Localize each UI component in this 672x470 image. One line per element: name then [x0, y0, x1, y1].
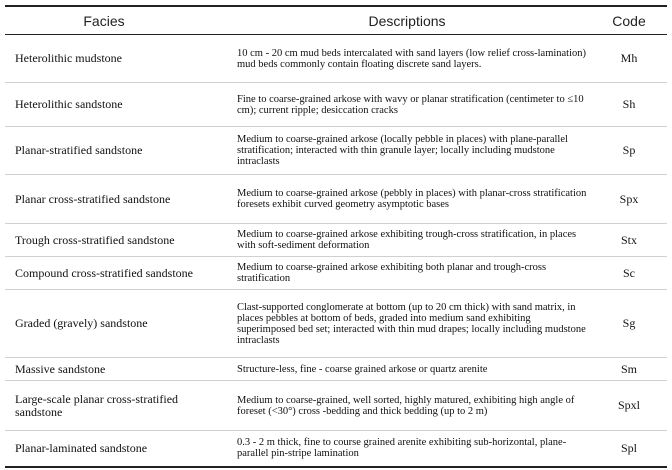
header-facies: Facies: [5, 6, 223, 35]
description-cell: Clast-supported conglomerate at bottom (up to 20 cm thick) with sand matrix, in places pebbles at bottom of beds, graded into medium sand exhibiting superimposed bed set; interacted with thin mud drapes; locally including mudstone intraclasts: [223, 290, 591, 358]
facies-cell: Planar-stratified sandstone: [5, 127, 223, 175]
code-cell: Spx: [591, 175, 667, 224]
facies-cell: Massive sandstone: [5, 358, 223, 381]
code-cell: Spl: [591, 431, 667, 467]
table-row: [5, 175, 667, 224]
table-row: [5, 290, 667, 358]
header-row: [5, 6, 667, 35]
code-cell: Sg: [591, 290, 667, 358]
facies-cell: Planar cross-stratified sandstone: [5, 175, 223, 224]
facies-cell: Heterolithic mudstone: [5, 35, 223, 83]
facies-table: [5, 5, 667, 468]
description-cell: Medium to coarse-grained, well sorted, highly matured, exhibiting high angle of foreset (<30°) cross -bedding and thick bedding (up to 2 m): [223, 381, 591, 431]
facies-cell: Graded (gravely) sandstone: [5, 290, 223, 358]
code-cell: Sc: [591, 257, 667, 290]
description-cell: 0.3 - 2 m thick, fine to course grained arenite exhibiting sub-horizontal, plane-parallel pin-stripe lamination: [223, 431, 591, 467]
description-cell: Fine to coarse-grained arkose with wavy or planar stratification (centimeter to ≤10 cm); current ripple; desiccation cracks: [223, 83, 591, 127]
table-row: [5, 83, 667, 127]
table-row: [5, 257, 667, 290]
header-descriptions: Descriptions: [223, 6, 591, 35]
facies-cell: Planar-laminated sandstone: [5, 431, 223, 467]
code-cell: Sp: [591, 127, 667, 175]
description-cell: Structure-less, fine - coarse grained arkose or quartz arenite: [223, 358, 591, 381]
facies-cell: Compound cross-stratified sandstone: [5, 257, 223, 290]
description-cell: Medium to coarse-grained arkose exhibiting trough-cross stratification, in places with soft-sediment deformation: [223, 224, 591, 257]
code-cell: Sm: [591, 358, 667, 381]
description-cell: Medium to coarse-grained arkose exhibiting both planar and trough-cross stratification: [223, 257, 591, 290]
table-row: [5, 35, 667, 83]
table-row: [5, 381, 667, 431]
code-cell: Stx: [591, 224, 667, 257]
description-cell: 10 cm - 20 cm mud beds intercalated with sand layers (low relief cross-lamination) mud beds commonly contain floating discrete sand layers.: [223, 35, 591, 83]
description-cell: Medium to coarse-grained arkose (pebbly in places) with planar-cross stratification foresets exhibit curved geometry asymptotic bases: [223, 175, 591, 224]
description-cell: Medium to coarse-grained arkose (locally pebble in places) with plane-parallel stratification; interacted with thin granule layer; locally including mudstone intraclasts: [223, 127, 591, 175]
table-row: [5, 358, 667, 381]
header-code: Code: [591, 6, 667, 35]
code-cell: Sh: [591, 83, 667, 127]
code-cell: Spxl: [591, 381, 667, 431]
facies-cell: Heterolithic sandstone: [5, 83, 223, 127]
table-row: [5, 127, 667, 175]
facies-cell: Large-scale planar cross-stratified sandstone: [5, 381, 223, 431]
code-cell: Mh: [591, 35, 667, 83]
table-row: [5, 431, 667, 467]
table-row: [5, 224, 667, 257]
facies-cell: Trough cross-stratified sandstone: [5, 224, 223, 257]
